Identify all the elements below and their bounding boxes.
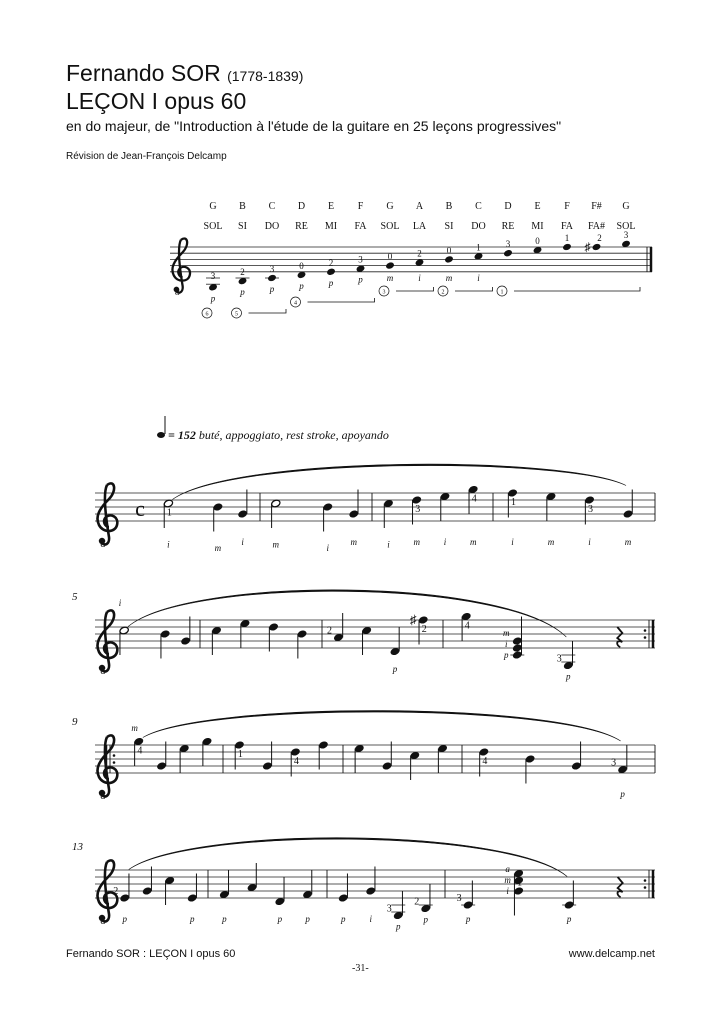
string-extension-line [249,309,287,313]
right-hand-fingering: p [358,274,363,285]
note-solfege: FA# [587,221,606,232]
sharp-icon: ♯ [584,240,591,254]
repeat-dot [113,754,116,757]
quarter-note-icon [157,432,165,438]
left-hand-fingering: 2 [597,233,602,243]
right-hand-fingering: m [386,273,394,283]
left-hand-fingering: 0 [535,236,540,247]
note-letter: G [209,201,217,212]
note-solfege: SI [238,221,247,232]
right-hand-fingering: p [465,914,471,924]
left-hand-fingering: 2 [417,248,422,259]
slur [143,711,621,741]
left-hand-fingering: 3 [611,757,617,769]
left-hand-fingering: 0 [387,251,393,262]
note-head [382,762,392,771]
note-head [525,755,535,764]
string-number: 4 [294,300,297,307]
chord-finger-label: i [506,886,509,896]
repeat-dot [113,761,116,764]
left-hand-fingering: 4 [471,493,477,505]
note-head [213,503,223,512]
right-hand-fingering: m [214,543,222,553]
right-hand-fingering: m [272,539,280,550]
repeat-dot [644,879,647,882]
right-hand-fingering: p [222,914,227,924]
left-hand-fingering: 3 [505,239,511,250]
note-letter: B [445,201,453,212]
left-hand-fingering: 1 [166,507,172,519]
right-hand-fingering: p [328,277,334,288]
footer-title: Fernando SOR : LEÇON I opus 60 [66,948,236,960]
note-solfege: RE [295,221,308,232]
note-head [326,268,335,276]
note-solfege: RE [501,221,515,232]
note-head [444,255,453,263]
right-hand-fingering: p [277,914,283,924]
right-hand-fingering: p [305,914,310,924]
left-hand-fingering: 2 [414,896,420,908]
note-head [187,894,197,903]
note-letter: C [268,201,276,212]
left-hand-fingering: 2 [240,267,245,278]
note-solfege: DO [264,221,280,232]
left-hand-fingering: 0 [299,260,304,271]
page-number: -31- [352,963,369,974]
left-hand-fingering: 4 [464,620,470,632]
note-letter: C [475,201,482,212]
sharp-icon: ♯ [409,612,417,627]
time-signature-common: c [135,496,145,521]
note-solfege: FA [560,221,574,232]
revision-credit: Révision de Jean-François Delcamp [66,151,227,162]
note-head [262,762,272,771]
note-solfege: MI [324,221,338,232]
left-hand-fingering: 2 [421,624,427,635]
chord-finger-label: i [505,639,508,649]
right-hand-fingering: i [369,914,373,924]
note-head [571,762,581,771]
note-head [592,243,601,251]
note-solfege: FA [354,221,367,232]
right-hand-fingering: m [413,537,420,547]
note-head [564,901,574,910]
note-head [562,243,571,251]
note-head [503,249,512,257]
note-letter: B [239,201,246,212]
string-number: 2 [441,289,445,296]
right-hand-fingering: i [241,537,244,547]
note-head [142,887,152,896]
note-head [156,762,166,771]
chord-finger-label: p [504,650,509,660]
note-head [623,510,633,519]
string-extension-line [455,287,493,291]
right-hand-fingering: i [511,537,514,547]
footer-website: www.delcamp.net [568,948,655,960]
left-hand-fingering: 1 [476,242,481,253]
octave-mark: 8 [100,790,106,802]
left-hand-fingering: 4 [482,756,488,767]
right-hand-fingering: p [566,914,572,924]
right-hand-fingering: p [423,914,428,925]
note-head [366,887,376,896]
note-letter: F [357,201,364,212]
tempo-marking [168,428,389,442]
tempo-text: buté, appoggiato, rest stroke, apoyando [198,428,389,442]
left-hand-fingering: 3 [623,229,629,240]
slur [129,838,567,877]
repeat-dot [644,629,647,632]
note-head [267,274,276,282]
right-hand-fingering: p [210,293,216,304]
left-hand-fingering: 4 [137,745,143,757]
left-hand-fingering: 1 [517,877,523,889]
string-number: 3 [382,289,386,296]
string-extension-line [514,287,640,291]
right-hand-fingering: p [190,914,195,924]
right-hand-fingering: p [341,914,346,924]
note-head [237,510,247,519]
note-letter: D [297,201,306,212]
measure-number: 9 [72,716,78,728]
note-head [512,651,522,660]
note-letter: D [504,201,512,212]
left-hand-fingering: 3 [556,653,562,665]
repeat-dot [644,886,647,889]
note-head [512,644,522,653]
right-hand-fingering: m [469,537,477,547]
left-hand-fingering: 3 [415,504,421,515]
right-hand-fingering: p [269,284,275,294]
right-hand-fingering: i [418,273,421,283]
note-solfege: DO [471,221,486,232]
right-hand-fingering: p [566,671,571,682]
octave-mark: 8 [174,286,180,298]
note-letter: G [386,201,394,212]
note-letter: E [327,201,335,212]
note-letter: A [415,201,424,212]
note-head [160,630,170,639]
right-hand-fingering: i [477,273,480,283]
right-hand-fingering: p [299,280,304,291]
right-hand-fingering: p [122,914,127,924]
note-letter: F# [591,201,602,212]
note-solfege: MI [531,221,544,232]
left-hand-fingering: 4 [293,756,299,767]
string-extension-line [396,287,434,291]
right-hand-fingering: i [326,543,330,553]
string-number: 1 [500,289,504,296]
right-hand-fingering: i [167,539,170,550]
slur [128,590,566,637]
measure-number: 5 [72,591,78,603]
string-number: 6 [205,311,209,318]
left-hand-fingering: 3 [588,504,594,515]
right-hand-fingering: p [240,287,245,298]
note-letter: F [564,201,570,212]
left-hand-fingering: 3 [456,893,462,904]
left-hand-fingering: 1 [237,749,243,760]
composer-name: Fernando SOR [66,60,221,86]
measure-number: 13 [72,841,83,853]
note-solfege: LA [412,221,427,232]
octave-mark: 8 [100,538,106,550]
note-head [318,741,328,750]
note-letter: G [622,201,630,212]
note-head [338,894,348,903]
right-hand-fingering: m [624,537,632,547]
note-solfege: SI [444,221,454,232]
right-hand-fingering: i [443,537,447,547]
note-head [268,623,278,632]
quarter-rest-icon [618,877,623,897]
note-head [120,894,130,903]
note-head [463,901,473,910]
left-hand-fingering: 3 [269,264,275,274]
left-hand-fingering: 1 [564,233,570,243]
left-hand-fingering: 2 [328,257,334,268]
note-letter: E [534,201,541,212]
left-hand-fingering: 2 [326,625,332,637]
octave-mark: 8 [100,915,106,927]
quarter-rest-icon [617,627,622,647]
slur [172,464,626,499]
right-hand-fingering: i [588,537,591,547]
right-hand-fingering: i [118,598,122,608]
note-head [512,637,522,646]
chord-finger-label: m [504,875,511,885]
string-extension-line [308,298,375,302]
left-hand-fingering: 3 [210,271,216,281]
repeat-dot [644,636,647,639]
note-solfege: SOL [203,221,223,232]
string-number: 5 [235,311,238,318]
composer-dates: (1778-1839) [227,68,304,84]
right-hand-fingering: m [547,537,555,547]
note-head [349,510,359,519]
left-hand-fingering: 2 [113,886,119,897]
tempo-value: = 152 [168,428,199,442]
chord-finger-label: a [505,864,510,874]
right-hand-fingering: i [387,539,390,550]
octave-mark: 8 [100,665,106,677]
piece-subtitle: en do majeur, de "Introduction à l'étude de la guitare en 25 leçons progressives" [66,118,562,134]
left-hand-fingering: 3 [358,254,363,265]
note-head [180,637,190,646]
right-hand-fingering: p [620,789,625,799]
chord-finger-label: m [503,628,510,638]
right-hand-fingering: m [445,273,453,283]
right-hand-fingering: p [392,664,398,674]
left-hand-fingering: 1 [511,497,517,508]
note-solfege: SOL [616,221,636,232]
note-head [385,262,394,270]
note-head [323,503,333,512]
left-hand-fingering: 3 [386,903,392,915]
right-hand-fingering: p [396,921,401,932]
note-solfege: SOL [380,221,400,232]
right-hand-fingering: m [350,537,358,547]
note-head [297,630,307,639]
piece-title: LEÇON I opus 60 [66,88,247,114]
right-hand-fingering: m [131,723,138,733]
left-hand-fingering: 0 [446,245,452,256]
